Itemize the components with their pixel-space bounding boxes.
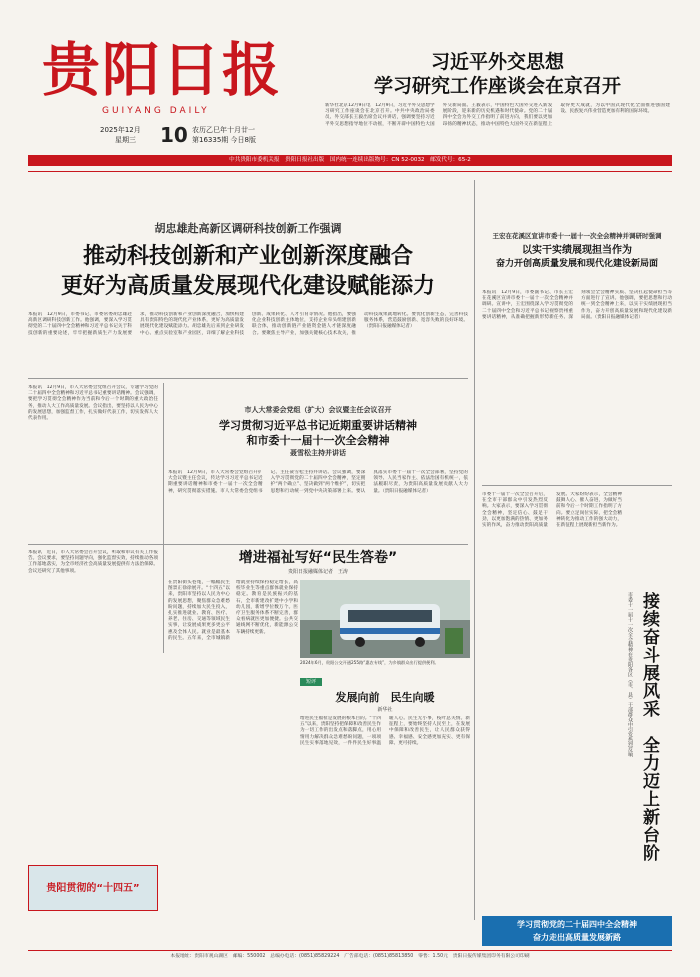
- divider-v-left: [163, 383, 164, 653]
- middle-article-body: 本报讯 12月9日，市人大常委会党组召开扩大会议暨主任会议，传达学习习近平总书记近期重要讲话精神和市委十一届十一次全会精神，研究贯彻落实措施。市人大常委会党组书记、主任聂雪松主持并讲话。会议强调，要深入学习贯彻党的二十届四中全会精神，坚定拥护“两个确立”、坚决做到“两个维护”，切实把思想和行动统一到党中央决策部署上来。要认真落实市委十一届十一次全会部署，坚持党的领导、人民当家作主、依法治国有机统一，依法履职尽责，为贵阳高质量发展贡献人大力量。（贵阳日报融媒体记者）: [168, 470, 468, 494]
- lead-main-headline-1: 推动科技创新和产业创新深度融合: [82, 244, 413, 269]
- bus-photo: [300, 580, 470, 658]
- lead-main-headline-2: 更好为高质量发展现代化建设赋能添力: [60, 274, 435, 299]
- bus-photo-caption: 2024年6月，贵阳公交开通255路“惠农专线”，为乡镇群众出行提供便利。: [300, 660, 439, 665]
- middle-article-headline-1: 学习贯彻习近平总书记近期重要讲话精神: [219, 419, 417, 432]
- footer-line: 本报地址：贵阳市观山湖区 邮编：550002 总编办电话：(0851)85829224 广告部电话：(0851)85813850 零售：1.50元 贵阳日报传媒集团印务有限公司印刷: [170, 954, 530, 959]
- right-article: [482, 232, 672, 271]
- right-article-headline-1: 以实干实绩展现担当作为: [522, 245, 632, 256]
- section-tag-label: 贵阳贯彻的“十四五”: [46, 883, 140, 894]
- logo-pinyin: GUIYANG DAILY: [102, 106, 210, 116]
- divider-col: [474, 180, 475, 920]
- logo-title: 贵阳日报: [42, 36, 283, 104]
- divider-h2: [28, 544, 468, 545]
- commentary-vertical-sub: 市委十一届十一次全会精神在贵阳各区（市、县）干部群众中引发热烈反响: [627, 592, 633, 757]
- middle-article-headline-2: 和市委十一届十一次全会精神: [246, 434, 390, 447]
- sponsor-line: 中共贵阳市委机关报 贵阳日报社出版 国内统一连续出版物号：CN 52-0032 邮发代号：65-2: [229, 157, 471, 163]
- divider-h-right: [482, 485, 672, 486]
- development-byline: 新华社: [377, 707, 393, 713]
- welfare-byline: 贵阳日报融媒体记者 王涛: [287, 569, 348, 575]
- middle-article: [168, 405, 468, 459]
- section-tag-box: [28, 865, 158, 911]
- welfare-body: 在贵阳街头巷尾，一幅幅民生图景正徐徐展开。“十四五”以来，贵阳市坚持以人民为中心的发展思想，聚焦群众急难愁盼问题，持续加大民生投入，扎实推进就业、教育、医疗、养老、住房、交通等领域民生实事，让发展成果更多更公平惠及全体人民。就业是最基本的民生。五年来，全市城镇新增就业持续保持稳定增长，高校毕业生等重点群体就业保持稳定。教育是民族振兴的基石，全市新建改扩建中小学和幼儿园，新增学位数万个。医疗卫生服务体系不断完善，群众看病就医更加便捷。公共交通线网不断优化，新能源公交车辆持续更新。: [168, 580, 298, 641]
- commentary-vertical-headline: 接续奋斗展风采 全力迈上新台阶: [639, 592, 659, 862]
- development-tag: [300, 678, 322, 686]
- middle-article-byline: 聂雪松主持并讲话: [290, 449, 346, 457]
- lead-main-kicker: 胡忠雄赴高新区调研科技创新工作强调: [154, 222, 342, 235]
- right-article-headline-2: 奋力开创高质量发展和现代化建设新局面: [495, 259, 658, 269]
- masthead: [40, 32, 310, 147]
- welfare-headline: 增进福祉写好“民生答卷”: [238, 550, 398, 566]
- commentary-body: 市委十一届十一次全会召开后，在全市干部群众中引发热烈反响。大家表示，要深入学习贯彻全会精神，坚定信心、鼓足干劲，以更加饱满的热情、更加务实的作风，奋力推动贵阳高质量发展。大家纷纷表示，全会精神鼓舞人心、催人奋进，为做好当前和今后一个时期工作指明了方向。要立足岗位实际，把全会精神转化为推动工作的强大动力，在新征程上展现新担当新作为。: [482, 492, 622, 529]
- middle-article-kicker: 市人大常委会党组（扩大）会议暨主任会议召开: [244, 406, 392, 414]
- masthead-date: 2025年12月: [100, 126, 141, 134]
- lead-main: [28, 222, 468, 302]
- lead-top-headline: [325, 50, 670, 98]
- development-head: [300, 690, 470, 714]
- lead-top-headline-2: 学习研究工作座谈会在京召开: [373, 75, 621, 97]
- development-tag-label: 短评: [305, 679, 316, 685]
- divider-footer: [28, 950, 672, 951]
- bottom-left-brief-body: 本报讯 近日，市人大常委会召开会议，听取和审议有关工作报告。会议要求，要坚持问题导向，强化监督实效，持续推动各项工作落地落实，为全市经济社会高质量发展提供有力法治保障。会议还研究了其他事项。: [28, 550, 158, 574]
- masthead-lunar: 农历乙巳年十月廿一: [192, 126, 255, 134]
- lead-main-body: 本报讯 12月9日，市委书记、市委常委胡忠雄赴高新区调研科技创新工作。他强调，要深入学习贯彻党的二十届四中全会精神和习近平总书记关于科技创新的重要论述，牢牢把握新质生产力发展要求，推动科技创新和产业创新深度融合，加快构建具有贵阳特色的现代化产业体系，更好为高质量发展现代化建设赋能添力。胡忠雄先后来到企业研发中心、重点实验室和产业园区，详细了解企业科技创新、成果转化、人才引育等情况。他指出，要强化企业科技创新主体地位，支持企业牵头组建创新联合体，推动创新链产业链资金链人才链深度融合。要聚焦主导产业，加强关键核心技术攻关，推动科技成果就地转化。要优化创新生态，完善科技服务体系，营造鼓励创新、宽容失败的良好环境。（贵阳日报融媒体记者）: [28, 312, 468, 336]
- welfare-head: [168, 548, 468, 576]
- right-article-body: 本报讯 12月9日，市委副书记、市长王宏在花溪区宣讲市委十一届十一次全会精神并调研。宣讲中，王宏围绕深入学习贯彻党的二十届四中全会和习近平总书记视察贵州重要讲话精神，从准确把握新形势新任务、深刻领会全会精神实质、坚决扛起使命担当等方面进行了宣讲。他强调，要把思想和行动统一到全会精神上来，以实干实绩展现担当作为，奋力开创高质量发展和现代化建设新局面。（贵阳日报融媒体记者）: [482, 290, 672, 320]
- right-article-kicker: 王宏在花溪区宣讲市委十一届十一次全会精神并调研时强调: [492, 232, 662, 240]
- lead-top-headline-1: 习近平外交思想: [430, 51, 564, 73]
- development-body: 增进民生福祉是发展的根本目的。“十四五”以来，贵阳坚持把保障和改善民生作为一切工作的出发点和落脚点，用心用情用力解决群众急难愁盼问题，一项项民生实事落地见效，一件件民生好事温暖人心。民生无小事，枝叶总关情。新征程上，要始终坚持人民至上，在发展中保障和改善民生，让人民群众获得感、幸福感、安全感更加充实、更有保障、更可持续。: [300, 716, 470, 746]
- left-brief-body: 本报讯 12月9日，市人大常委会党组召开会议，专题学习党的二十届四中全会精神和习近平总书记重要讲话精神。会议强调，要把学习贯彻全会精神作为当前和今后一个时期的重大政治任务，推动人大工作高质量发展。会议指出，要坚持以人民为中心的发展思想，加强监督工作，扎实做好代表工作，切实发挥人大代表作用。: [28, 385, 158, 422]
- masthead-day: 10: [160, 123, 188, 147]
- masthead-issue: 第16335期 今日8版: [192, 136, 256, 144]
- lead-top-body: 新华社北京12月9日电 12月9日，习近平外交思想学习研究工作座谈会在北京召开。中共中央政治局委员、外交部长王毅出席会议并讲话，强调要坚持习近平外交思想指导地位不动摇，不断开辟中国特色大国外交新局面。王毅表示，中国特色大国外交进入新发展阶段，迎来新的历史机遇和时代使命。党的二十届四中全会为外交工作指明了前进方向，我们要以更加昂扬的精神状态，推动中国特色大国外交在新征程上取得更大成就，为以中国式现代化全面推进强国建设、民族复兴伟业营造更加有利的国际环境。: [325, 103, 670, 127]
- footer-banner-line1: 学习贯彻党的二十届四中全会精神: [517, 920, 637, 929]
- sponsor-bar: [28, 155, 672, 166]
- footer-banner-line2: 奋力走出高质量发展新路: [533, 933, 621, 942]
- divider-h1: [28, 378, 468, 379]
- development-headline: 发展向前 民生向暖: [335, 691, 435, 704]
- footer-banner: [482, 916, 672, 946]
- bus-image: [300, 580, 470, 658]
- masthead-weekday: 星期三: [115, 136, 136, 144]
- divider-top: [28, 171, 672, 172]
